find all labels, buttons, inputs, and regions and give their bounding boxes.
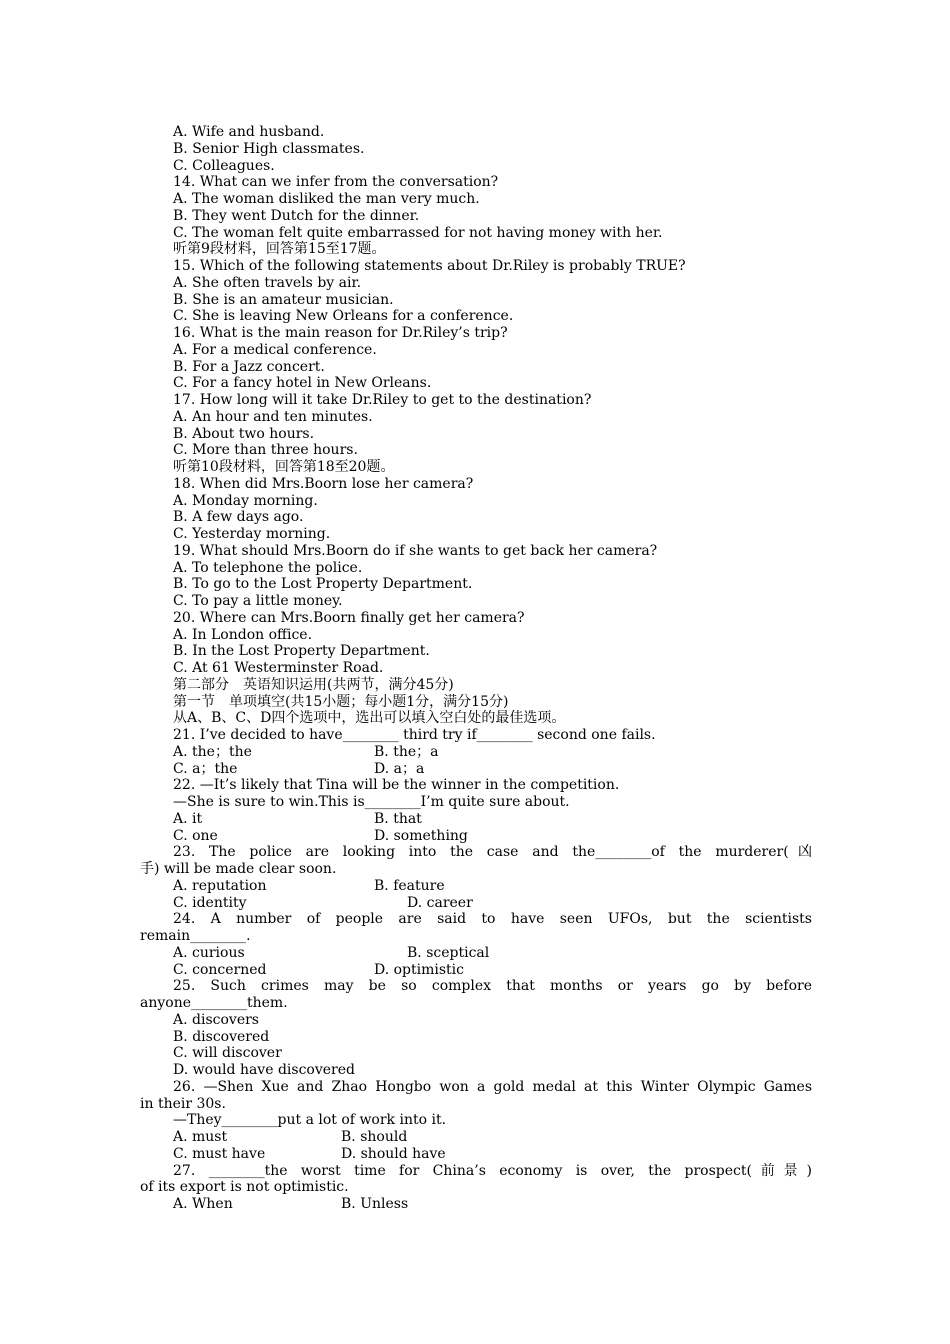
option-c: C. must have <box>173 1145 266 1162</box>
question-19: 19. What should Mrs.Boorn do if she wants to get back her camera? <box>173 542 658 559</box>
option-b: B. should <box>341 1129 408 1145</box>
option-line: A. To telephone the police. <box>173 559 363 576</box>
question-14: 14. What can we infer from the conversation? <box>173 174 499 191</box>
option-a: A. curious <box>173 944 245 961</box>
option-line: B. In the Lost Property Department. <box>173 643 430 660</box>
question-26: 26. —Shen Xue and Zhao Hongbo won a gold medal at this Winter Olympic Games <box>173 1078 812 1095</box>
option-a: A. When <box>173 1196 233 1212</box>
option-a: A. reputation <box>173 877 267 894</box>
option-a: A. discovers <box>173 1011 259 1028</box>
option-line: A. In London office. <box>173 626 313 643</box>
question-25-cont: anyone________them. <box>140 995 288 1011</box>
option-line: C. Yesterday morning. <box>173 526 331 542</box>
section-instruction: 从A、B、C、D四个选项中，选出可以填入空白处的最佳选项。 <box>173 710 566 727</box>
question-26-cont: in their 30s. <box>140 1095 226 1112</box>
question-23: 23. The police are looking into the case and the________of the murderer(凶 <box>173 844 812 861</box>
exam-content <box>140 124 812 1213</box>
question-16: 16. What is the main reason for Dr.Riley’s trip? <box>173 325 508 341</box>
option-line: C. The woman felt quite embarrassed for not having money with her. <box>173 224 663 241</box>
option-row <box>140 895 812 912</box>
option-line: B. She is an amateur musician. <box>173 291 394 308</box>
option-line: C. Colleagues. <box>173 157 275 174</box>
option-row <box>140 878 812 895</box>
option-b: B. feature <box>374 877 445 894</box>
option-b: B. Unless <box>341 1196 409 1212</box>
option-row <box>140 828 812 845</box>
option-line: C. To pay a little money. <box>173 593 343 609</box>
question-27: 27. ________the worst time for China’s economy is over, the prospect(前景) <box>173 1162 812 1179</box>
option-line: B. They went Dutch for the dinner. <box>173 207 420 224</box>
option-row <box>140 1196 812 1213</box>
part-heading: 第二部分 英语知识运用(共两节，满分45分) <box>173 676 454 693</box>
question-22-reply: —She is sure to win.This is________I’m quite sure about. <box>173 794 570 810</box>
option-line: C. At 61 Westerminster Road. <box>173 660 384 676</box>
option-line: B. To go to the Lost Property Department. <box>173 576 473 593</box>
option-row <box>140 1129 812 1146</box>
question-22: 22. —It’s likely that Tina will be the winner in the competition. <box>173 777 620 794</box>
option-line: A. Wife and husband. <box>173 124 325 140</box>
option-d: D. something <box>374 827 468 844</box>
question-24-cont: remain________. <box>140 928 251 944</box>
section-instruction: 听第10段材料，回答第18至20题。 <box>173 459 395 475</box>
question-27-cont: of its export is not optimistic. <box>140 1179 349 1196</box>
option-row <box>140 962 812 979</box>
option-line: C. For a fancy hotel in New Orleans. <box>173 375 432 392</box>
option-line: C. More than three hours. <box>173 442 358 459</box>
question-17: 17. How long will it take Dr.Riley to get to the destination? <box>173 392 592 408</box>
question-24: 24. A number of people are said to have seen UFOs, but the scientists <box>173 911 812 928</box>
option-d: D. a；a <box>374 760 425 777</box>
option-a: A. it <box>173 810 203 827</box>
option-line: A. Monday morning. <box>173 492 318 509</box>
option-row <box>140 744 812 761</box>
option-b: B. discovered <box>173 1028 270 1045</box>
question-23-cont: 手) will be made clear soon. <box>140 861 337 877</box>
question-25: 25. Such crimes may be so complex that months or years go by before <box>173 978 812 995</box>
option-line: B. For a Jazz concert. <box>173 358 325 375</box>
option-c: C. concerned <box>173 961 267 978</box>
option-c: C. will discover <box>173 1045 282 1062</box>
question-18: 18. When did Mrs.Boorn lose her camera? <box>173 475 474 492</box>
option-c: C. identity <box>173 894 247 911</box>
question-15: 15. Which of the following statements about Dr.Riley is probably TRUE? <box>173 258 686 274</box>
option-row <box>140 1146 812 1163</box>
option-line: C. She is leaving New Orleans for a conference. <box>173 308 514 325</box>
option-line: A. An hour and ten minutes. <box>173 408 373 425</box>
section-instruction: 听第9段材料，回答第15至17题。 <box>173 241 386 258</box>
question-21: 21. I’ve decided to have________ third try if________ second one fails. <box>173 727 656 743</box>
option-line: B. Senior High classmates. <box>173 140 365 157</box>
option-line: A. She often travels by air. <box>173 274 362 291</box>
option-row <box>140 945 812 962</box>
option-b: B. that <box>374 810 422 827</box>
option-d: D. should have <box>341 1145 446 1162</box>
option-c: C. one <box>173 827 218 844</box>
question-20: 20. Where can Mrs.Boorn finally get her camera? <box>173 609 525 626</box>
option-b: B. sceptical <box>407 944 490 961</box>
option-c: C. a；the <box>173 760 238 777</box>
option-row <box>140 761 812 778</box>
option-a: A. must <box>173 1129 228 1145</box>
question-26-reply: —They________put a lot of work into it. <box>173 1112 447 1129</box>
section-heading: 第一节 单项填空(共15小题；每小题1分，满分15分) <box>173 693 509 710</box>
option-row <box>140 811 812 828</box>
option-line: B. A few days ago. <box>173 509 304 526</box>
option-d: D. optimistic <box>374 961 465 978</box>
option-line: A. The woman disliked the man very much. <box>173 191 480 207</box>
option-a: A. the；the <box>173 743 252 760</box>
option-b: B. the；a <box>374 743 439 760</box>
option-line: B. About two hours. <box>173 425 315 442</box>
option-line: A. For a medical conference. <box>173 341 377 358</box>
option-d: D. would have discovered <box>173 1062 355 1078</box>
option-d: D. career <box>407 894 473 911</box>
